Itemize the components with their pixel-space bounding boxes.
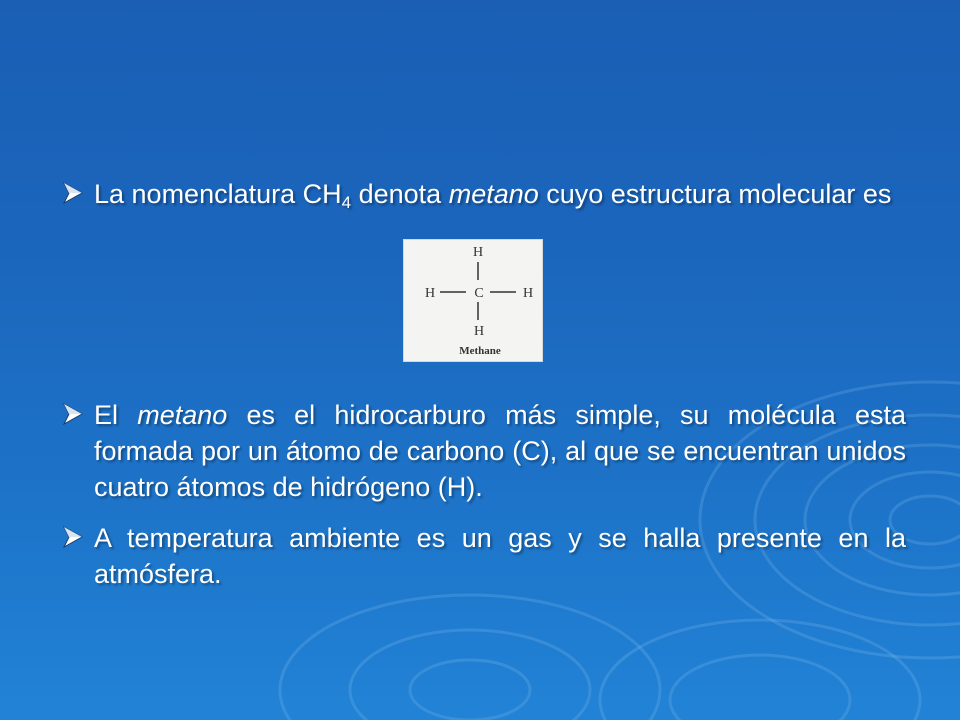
bullet-item-1	[60, 176, 906, 212]
molecule-left-atom: H	[424, 286, 436, 301]
arrow-bullet-icon	[60, 524, 86, 550]
methane-structure-image	[403, 239, 543, 362]
molecule-bottom-atom: H	[473, 324, 485, 339]
molecule-center-atom: C	[474, 286, 484, 301]
subscript-4: 4	[341, 193, 352, 212]
bullet-text-1: La nomenclatura $CH_4$ denota metano cuyo estructura molecular es	[94, 179, 892, 212]
bullet-text-3: A temperatura ambiente es un gas y se halla presente en la atmósfera.	[94, 523, 906, 589]
bullet-item-2	[60, 397, 906, 505]
arrow-bullet-icon	[60, 180, 86, 206]
molecule-top-atom: H	[472, 245, 484, 260]
molecule-right-atom: H	[522, 286, 534, 301]
bullet-item-3	[60, 520, 906, 592]
bullet-text-2: El metano es el hidrocarburo más simple, su molécula esta formada por un átomo de carbono (C), al que se encuentran unidos cuatro átomos de hidrógeno (H).	[94, 400, 906, 502]
arrow-bullet-icon	[60, 401, 86, 427]
molecule-caption: Methane	[459, 345, 501, 357]
